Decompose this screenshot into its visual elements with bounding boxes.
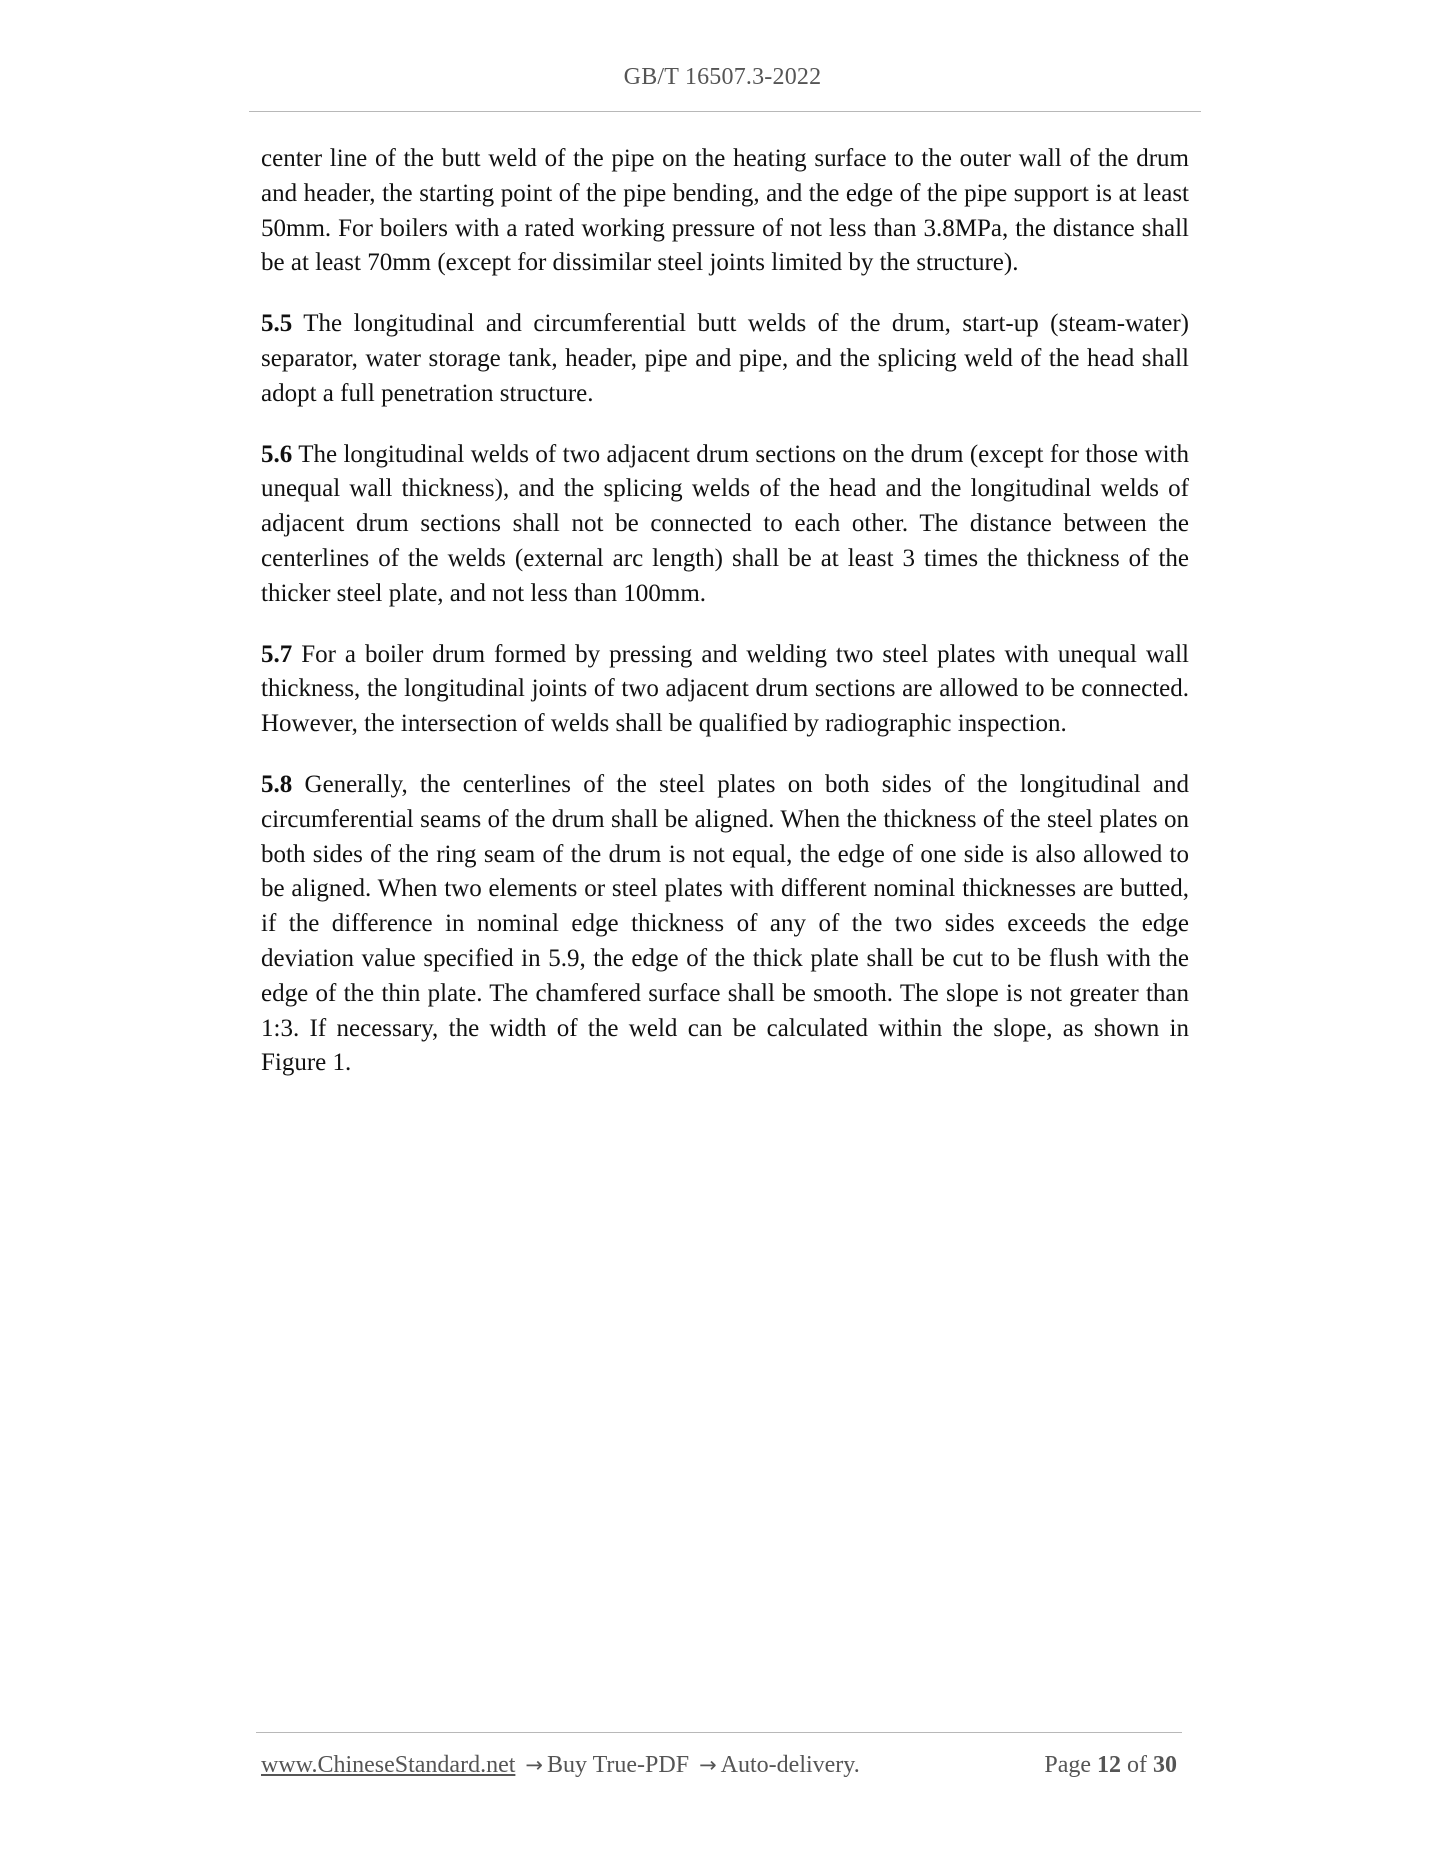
website-link[interactable]: www.ChineseStandard.net: [261, 1752, 516, 1778]
page-header-title: GB/T 16507.3-2022: [623, 64, 822, 90]
clause-number: 5.8: [261, 770, 293, 798]
page-number: [1044, 1752, 1177, 1779]
page-current: 12: [1097, 1752, 1121, 1778]
header-divider: [249, 111, 1201, 112]
page-total: 30: [1153, 1752, 1177, 1778]
clause-5-7: [261, 638, 1189, 742]
arrow-right-icon: →: [525, 1753, 543, 1777]
footer-promo: [261, 1752, 860, 1779]
clause-number: 5.7: [261, 640, 293, 668]
clause-5-8: [261, 768, 1189, 1081]
buy-true-pdf-text: Buy True-PDF: [547, 1752, 690, 1778]
paragraph-text: The longitudinal and circumferential butt welds of the drum, start-up (steam-water) separator, water storage tank, header, pipe and pipe, and the splicing weld of the head shall adopt a full penetration structure.: [261, 310, 1189, 407]
paragraph-text: For a boiler drum formed by pressing and welding two steel plates with unequal wall thickness, the longitudinal joints of two adjacent drum sections are allowed to be connected. However, the intersection of welds shall be qualified by radiographic inspection.: [261, 640, 1189, 738]
page-label: Page: [1044, 1752, 1091, 1778]
clause-number: 5.5: [261, 310, 293, 338]
paragraph-text: center line of the butt weld of the pipe on the heating surface to the outer wall of the drum and header, the starting point of the pipe bending, and the edge of the pipe support is at least 50mm. For boilers with a rated working pressure of not less than 3.8MPa, the distance shall be at least 70mm (except for dissimilar steel joints limited by the structure).: [261, 145, 1189, 277]
page-footer: [261, 1752, 1181, 1784]
document-body: [261, 142, 1189, 1107]
clause-5-6: [261, 438, 1189, 612]
page-of-label: of: [1127, 1752, 1147, 1778]
arrow-right-icon: →: [699, 1753, 717, 1777]
paragraph-text: The longitudinal welds of two adjacent drum sections on the drum (except for those with unequal wall thickness), and the splicing welds of the head and the longitudinal welds of adjacent drum sections shall not be connected to each other. The distance between the centerlines of the welds (external arc length) shall be at least 3 times the thickness of the thicker steel plate, and not less than 100mm.: [261, 440, 1189, 607]
clause-number: 5.6: [261, 440, 293, 468]
footer-divider: [256, 1732, 1182, 1733]
clause-5-5: [261, 307, 1189, 411]
paragraph-text: Generally, the centerlines of the steel plates on both sides of the longitudinal and circumferential seams of the drum shall be aligned. When the thickness of the steel plates on both sides of the ring seam of the drum is not equal, the edge of one side is also allowed to be aligned. When two elements or steel plates with different nominal thicknesses are butted, if the difference in nominal edge thickness of any of the two sides exceeds the edge deviation value specified in 5.9, the edge of the thick plate shall be cut to be flush with the edge of the thin plate. The chamfered surface shall be smooth. The slope is not greater than 1:3. If necessary, the width of the weld can be calculated within the slope, as shown in Figure 1.: [261, 770, 1190, 1077]
paragraph-continuation: [261, 142, 1189, 281]
auto-delivery-text: Auto-delivery.: [720, 1752, 860, 1778]
